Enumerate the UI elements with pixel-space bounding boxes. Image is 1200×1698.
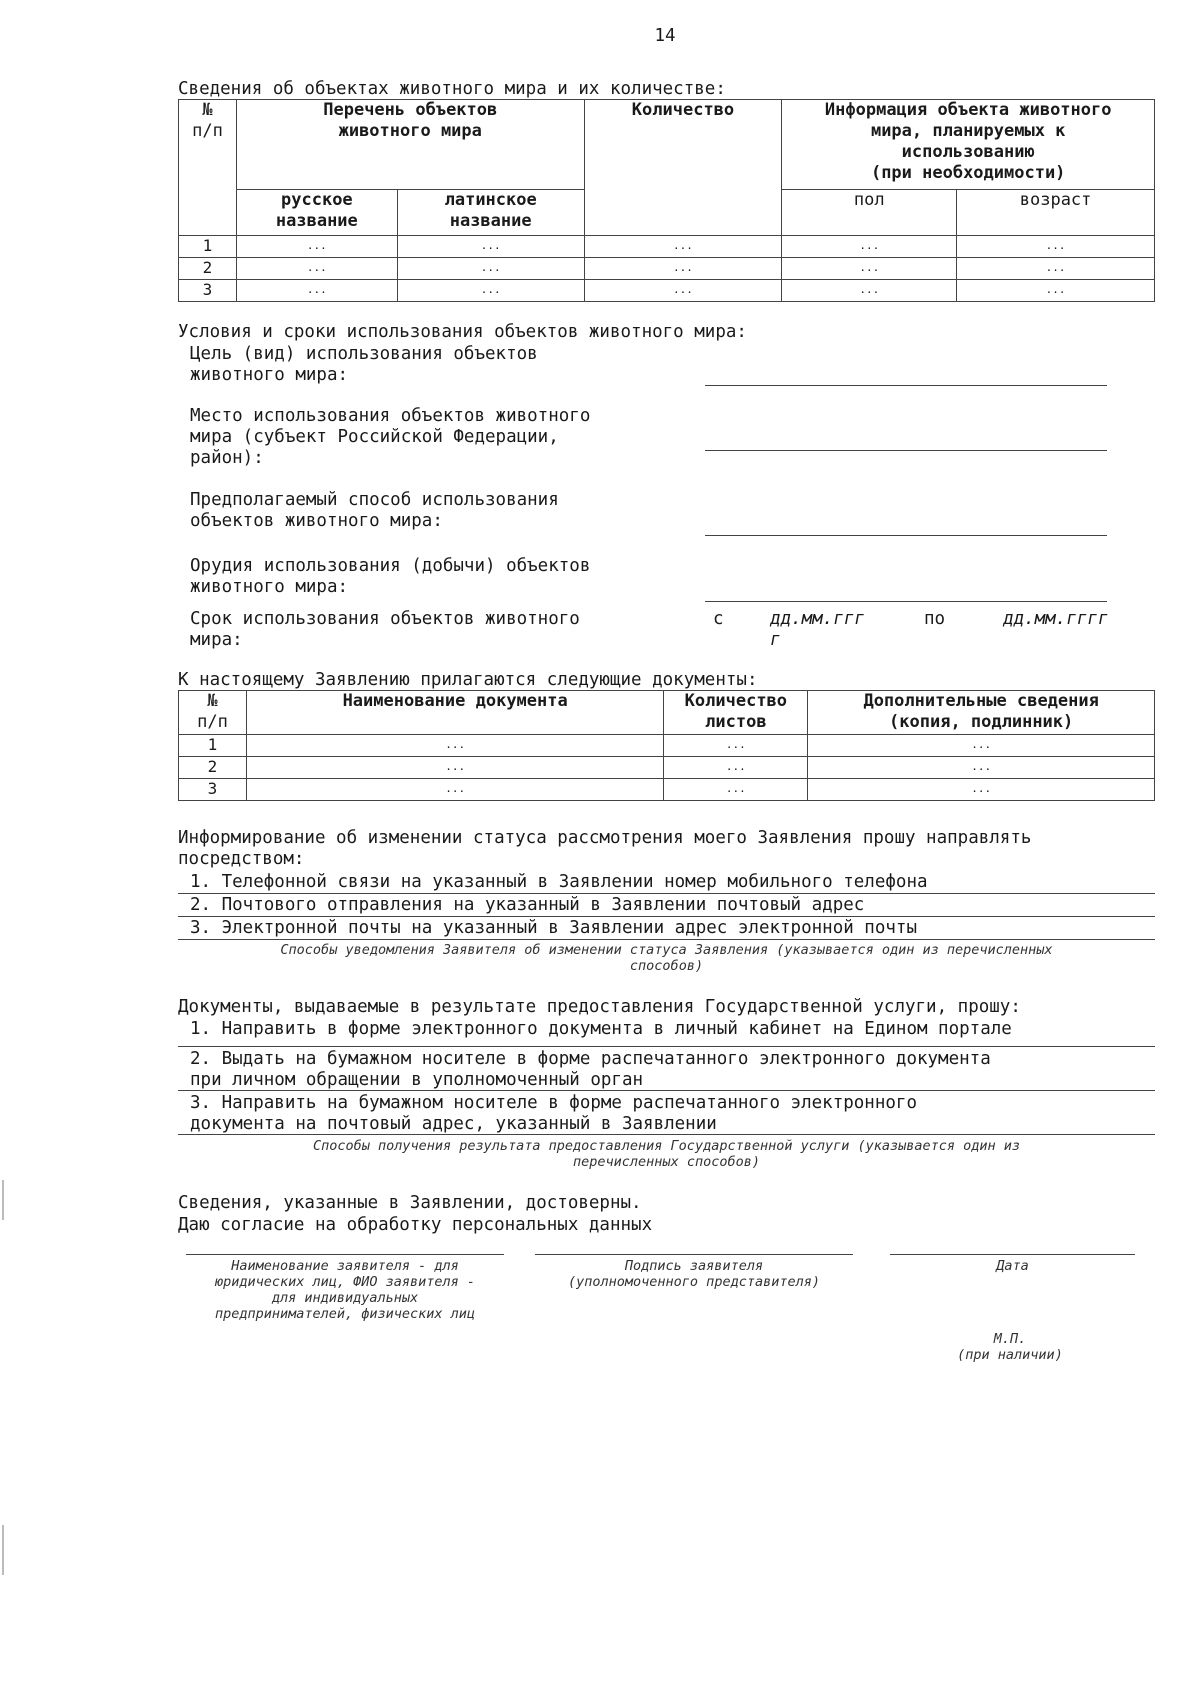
cell-latin-name: ... [397,236,584,258]
cell-age: ... [957,280,1155,302]
tools-label: Орудия использования (добычи) объектов животного мира: [190,556,591,597]
purpose-input-line[interactable] [705,385,1107,386]
cell-russian-name: ... [236,280,397,302]
scan-edge-mark [2,1180,4,1220]
purpose-label: Цель (вид) использования объектов животного мира: [190,344,538,385]
col-sheets-header: Количество листов [664,691,808,735]
row-number: 3 [179,280,237,302]
table-row [179,280,1155,302]
applicant-name-caption: Наименование заявителя - для юридических лиц, ФИО заявителя - для индивидуальных предпринимателей, физических лиц [214,1258,476,1322]
result-option-portal[interactable]: 1. Направить в форме электронного документа в личный кабинет на Едином портале [190,1019,1012,1039]
animals-heading: Сведения об объектах животного мира и их количестве: [178,79,726,99]
scan-edge-mark [2,1525,4,1575]
cell-extra-info: ... [808,735,1155,757]
table-row [179,757,1155,779]
col-number-header: № п/п [179,100,237,236]
notify-heading: Информирование об изменении статуса рассмотрения моего Заявления прошу направлять посредством: [178,828,1032,869]
row-number: 1 [179,236,237,258]
row-number: 2 [179,258,237,280]
consent-line-personal-data: Даю согласие на обработку персональных данных [178,1215,653,1235]
option-line [178,939,1155,940]
term-from-date[interactable]: дд.мм.ггг г [770,609,865,650]
stamp-caption: М.П. (при наличии) [957,1331,1063,1363]
option-line [178,893,1155,894]
col-quantity-header: Количество [584,100,782,236]
row-number: 3 [179,779,247,801]
result-heading: Документы, выдаваемые в результате предоставления Государственной услуги, прошу: [178,997,1021,1017]
cell-extra-info: ... [808,757,1155,779]
option-line [178,1046,1155,1047]
col-number-header: № п/п [179,691,247,735]
cell-quantity: ... [584,280,782,302]
notify-option-post[interactable]: 2. Почтового отправления на указанный в Заявлении почтовый адрес [190,895,865,915]
option-line [178,1134,1155,1135]
consent-line-reliable: Сведения, указанные в Заявлении, достоверны. [178,1193,642,1213]
notify-option-email[interactable]: 3. Электронной почты на указанный в Заявлении адрес электронной почты [190,918,917,938]
cell-extra-info: ... [808,779,1155,801]
date-caption: Дата [996,1258,1029,1274]
signature-line[interactable] [535,1254,853,1255]
tools-input-line[interactable] [705,601,1107,602]
table-row [179,779,1155,801]
cell-sex: ... [782,280,957,302]
conditions-heading: Условия и сроки использования объектов животного мира: [178,322,747,342]
cell-sheets: ... [664,779,808,801]
cell-age: ... [957,236,1155,258]
animals-table [178,99,1155,302]
col-animal-list-header: Перечень объектов животного мира [236,100,584,190]
cell-document-name: ... [246,735,663,757]
col-russian-name-header: русское название [236,190,397,236]
term-label: Срок использования объектов животного мира: [190,609,580,650]
documents-heading: К настоящему Заявлению прилагаются следующие документы: [178,670,758,690]
notify-caption: Способы уведомления Заявителя об изменении статуса Заявления (указывается один из перечисленных способов) [280,942,1053,974]
page-number: 14 [654,26,676,46]
table-row [179,735,1155,757]
cell-sex: ... [782,236,957,258]
col-extra-info-header: Дополнительные сведения (копия, подлинник) [808,691,1155,735]
documents-table [178,690,1155,801]
method-input-line[interactable] [705,535,1107,536]
col-latin-name-header: латинское название [397,190,584,236]
applicant-name-line[interactable] [186,1254,504,1255]
row-number: 2 [179,757,247,779]
col-age-header: возраст [957,190,1155,236]
method-label: Предполагаемый способ использования объектов животного мира: [190,490,559,531]
date-line[interactable] [890,1254,1135,1255]
cell-latin-name: ... [397,258,584,280]
cell-sheets: ... [664,757,808,779]
place-input-line[interactable] [705,450,1107,451]
cell-quantity: ... [584,258,782,280]
cell-document-name: ... [246,779,663,801]
cell-sex: ... [782,258,957,280]
table-row [179,258,1155,280]
row-number: 1 [179,735,247,757]
cell-sheets: ... [664,735,808,757]
cell-latin-name: ... [397,280,584,302]
table-row [179,236,1155,258]
col-animal-info-header: Информация объекта животного мира, планируемых к использованию (при необходимости) [782,100,1155,190]
cell-russian-name: ... [236,258,397,280]
term-to-date[interactable]: дд.мм.гггг [1003,609,1109,629]
cell-quantity: ... [584,236,782,258]
result-caption: Способы получения результата предоставления Государственной услуги (указывается один из перечисленных способов) [312,1138,1021,1170]
notify-option-phone[interactable]: 1. Телефонной связи на указанный в Заявлении номер мобильного телефона [190,872,928,892]
cell-age: ... [957,258,1155,280]
result-option-post[interactable]: 3. Направить на бумажном носителе в форме распечатанного электронного документа на почтовый адрес, указанный в Заявлении [190,1093,917,1134]
col-sex-header: пол [782,190,957,236]
cell-russian-name: ... [236,236,397,258]
place-label: Место использования объектов животного мира (субъект Российской Федерации, район): [190,406,591,468]
result-option-in-person[interactable]: 2. Выдать на бумажном носителе в форме распечатанного электронного документа при личном обращении в уполномоченный орган [190,1049,991,1090]
term-from-label: с [713,609,724,629]
signature-caption: Подпись заявителя (уполномоченного представителя) [568,1258,820,1290]
term-to-label: по [924,609,946,629]
cell-document-name: ... [246,757,663,779]
option-line [178,916,1155,917]
col-document-name-header: Наименование документа [246,691,663,735]
option-line [178,1090,1155,1091]
